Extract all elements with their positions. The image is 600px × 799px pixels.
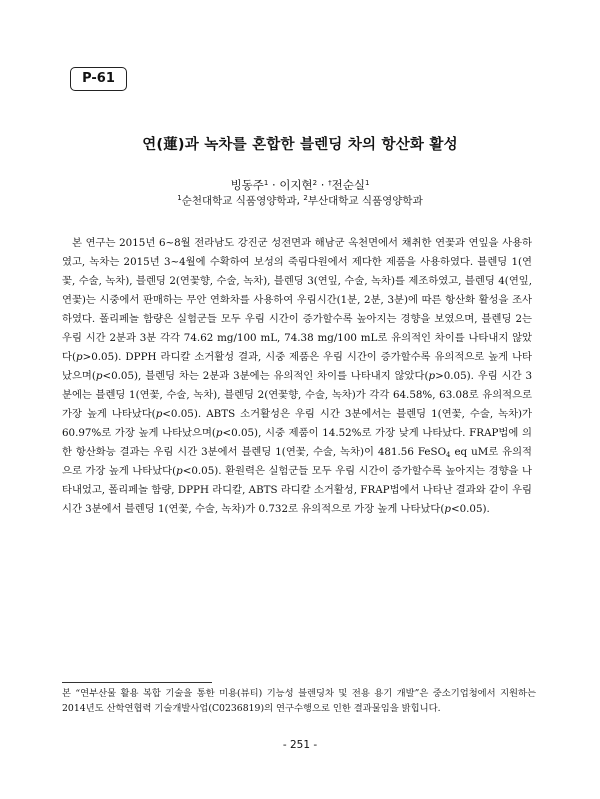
footnote-divider — [62, 682, 212, 683]
affil-marker: 1 — [177, 194, 182, 202]
paper-title: 연(蓮)과 녹차를 혼합한 블렌딩 차의 항산화 활성 — [142, 137, 458, 153]
author-name: 전순실 — [331, 178, 365, 192]
abstract-text: <0.05). ABTS 소거활성은 우림 시간 3분에서는 블렌딩 1(연꽃, 수술, 녹차)가 60.97%로 가장 높게 나타났으며( — [62, 408, 533, 439]
abstract-text: >0.05). DPPH 라디칼 소거활성 결과, 시중 제품은 우림 시간이 증가할수록 유의적으로 높게 나타났으며( — [62, 351, 532, 382]
abstract-text: eq uM로 유의적으로 가장 높게 나타났다( — [62, 446, 533, 477]
p-value-symbol: p — [176, 465, 183, 477]
affiliation-1: 순천대학교 식품영양학과, — [181, 195, 304, 207]
affiliation-2: 부산대학교 식품영양학과 — [307, 195, 423, 207]
author-separator: · — [317, 178, 329, 192]
author-separator: · — [268, 178, 280, 192]
page-number: - 251 - — [282, 739, 318, 751]
abstract-text: <0.05), 시중 제품이 14.52%로 가장 낮게 나타났다. FRAP법에 의한 항산화능 결과는 우림 시간 3분에서 블렌딩 1(연꽃, 수술, 녹차)이 481.56 FeSO — [62, 427, 532, 458]
abstract-text: <0.05). 환원력은 실험군들 모두 우림 시간이 증가할수록 높아지는 경향을 나타내었고, 폴리페놀 함량, DPPH 라디칼, ABTS 라디칼 소거활성, FRAP법에서 나타난 결과와 같이 우림 시간 3분에서 블렌딩 1(연꽃, 수술, 녹차)가 0.732로 유의적으로 가장 높게 나타났다( — [62, 465, 532, 515]
p-value-symbol: p — [95, 370, 103, 382]
p-value-symbol: p — [428, 370, 436, 382]
abstract-text: <0.05), 블렌딩 차는 2분과 3분에는 유의적인 차이를 나타내지 않았다( — [102, 370, 429, 382]
author-affil-marker: 1 — [263, 179, 269, 187]
affiliations — [0, 193, 600, 208]
p-value-symbol: p — [75, 351, 83, 363]
poster-number-badge: P-61 — [70, 67, 127, 91]
abstract — [62, 234, 532, 519]
author-list — [0, 177, 600, 193]
subscript: 4 — [446, 451, 451, 459]
p-value-symbol: p — [155, 408, 163, 420]
affil-marker: 2 — [303, 194, 308, 202]
funding-footnote: 본 “연부산물 활용 복합 기술을 통한 미용(뷰티) 기능성 블렌딩차 및 전용 용기 개발”은 중소기업청에서 지원하는 2014년도 산학연협력 기술개발사업(C0236819)의 연구수행으로 인한 결과물임을 밝힙니다. — [62, 688, 536, 714]
author-affil-marker: 2 — [312, 179, 318, 187]
abstract-text: 본 연구는 2015년 6~8월 전라남도 강진군 성전면과 해남군 옥천면에서 채취한 연꽃과 연잎을 사용하였고, 녹차는 2015년 3~4월에 수확하여 보성의 죽림다원에서 제다한 제품을 사용하였다. 블렌딩 1(연꽃, 수술, 녹차), 블렌딩 2(연꽃향, 수술, 녹차), 블렌딩 3(연잎, 수술, 녹차)를 제조하였고, 블렌딩 4(연잎, 연꽃)는 시중에서 판매하는 무안 연화차를 사용하여 우림시간(1분, 2분, 3분)에 따른 항산화 활성을 조사하였다. 폴리페놀 함량은 실험군들 모두 우림 시간이 증가할수록 높아지는 경향을 보였으며, 블렌딩 2는 우림 시간 2분과 3분 각각 74.62 mg/100 mL, 74.38 mg/100 mL로 유의적인 차이를 나타내지 않았다( — [62, 237, 532, 363]
author-name: 빙동주 — [230, 178, 264, 192]
abstract-paragraph — [62, 234, 532, 519]
abstract-text: <0.05). — [450, 503, 490, 515]
p-value-symbol: p — [444, 503, 451, 515]
p-value-symbol: p — [215, 427, 223, 439]
abstract-text: >0.05). 우림 시간 3분에는 블렌딩 1(연꽃, 수술, 녹차), 블렌딩 2(연꽃향, 수술, 녹차)가 각각 64.58%, 63.08로 유의적으로 가장 높게 나타났다( — [62, 370, 532, 420]
author-affil-marker: 1 — [364, 179, 370, 187]
author-name: 이지현 — [279, 178, 313, 192]
corresponding-author-marker: † — [328, 179, 332, 187]
